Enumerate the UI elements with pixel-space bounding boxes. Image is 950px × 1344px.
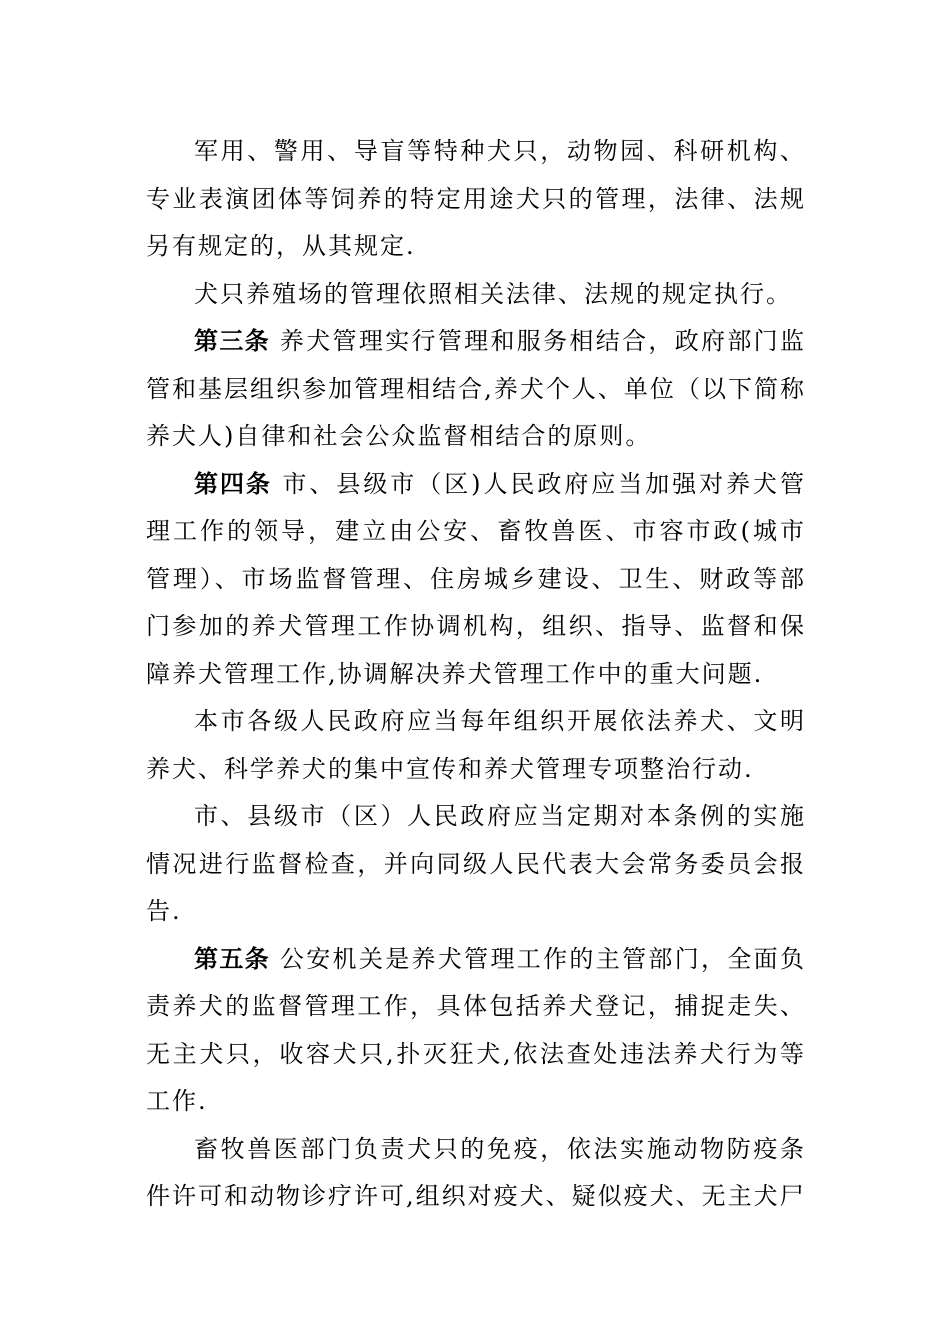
paragraph-annual-campaign bbox=[146, 698, 806, 793]
article-number: 第三条 bbox=[194, 327, 270, 355]
paragraph-text: 养犬管理实行管理和服务相结合，政府部门监管和基层组织参加管理相结合,养犬个人、单位（以下简称养犬人)自律和社会公众监督相结合的原则。 bbox=[146, 327, 806, 450]
article-number: 第五条 bbox=[194, 944, 270, 973]
paragraph-breeding-farms bbox=[146, 271, 806, 319]
paragraph-veterinary-dept bbox=[146, 1126, 806, 1221]
paragraph-text: 市、县级市（区)人民政府应当加强对养犬管理工作的领导，建立由公安、畜牧兽医、市容市政(城市管理）、市场监督管理、住房城乡建设、卫生、财政等部门参加的养犬管理工作协调机构，组织、指导、监督和保障养犬管理工作,协调解决养犬管理工作中的重大问题. bbox=[146, 469, 806, 688]
paragraph-special-dogs bbox=[146, 128, 806, 271]
paragraph-text: 畜牧兽医部门负责犬只的免疫，依法实施动物防疫条件许可和动物诊疗许可,组织对疫犬、疑似疫犬、无主犬尸 bbox=[146, 1134, 806, 1210]
document-page bbox=[146, 128, 806, 1221]
article-3 bbox=[146, 318, 806, 461]
paragraph-text: 犬只养殖场的管理依照相关法律、法规的规定执行。 bbox=[194, 279, 792, 308]
article-4 bbox=[146, 461, 806, 699]
paragraph-text: 军用、警用、导盲等特种犬只，动物园、科研机构、专业表演团体等饲养的特定用途犬只的管理，法律、法规另有规定的，从其规定. bbox=[146, 137, 806, 260]
paragraph-text: 公安机关是养犬管理工作的主管部门，全面负责养犬的监督管理工作，具体包括养犬登记，捕捉走失、无主犬只，收容犬只,扑灭狂犬,依法查处违法养犬行为等工作. bbox=[146, 944, 806, 1115]
paragraph-text: 市、县级市（区）人民政府应当定期对本条例的实施情况进行监督检查，并向同级人民代表大会常务委员会报告. bbox=[146, 802, 806, 925]
article-5 bbox=[146, 936, 806, 1126]
paragraph-text: 本市各级人民政府应当每年组织开展依法养犬、文明养犬、科学养犬的集中宣传和养犬管理专项整治行动. bbox=[146, 707, 806, 783]
article-number: 第四条 bbox=[194, 469, 272, 498]
paragraph-supervision-report bbox=[146, 793, 806, 936]
